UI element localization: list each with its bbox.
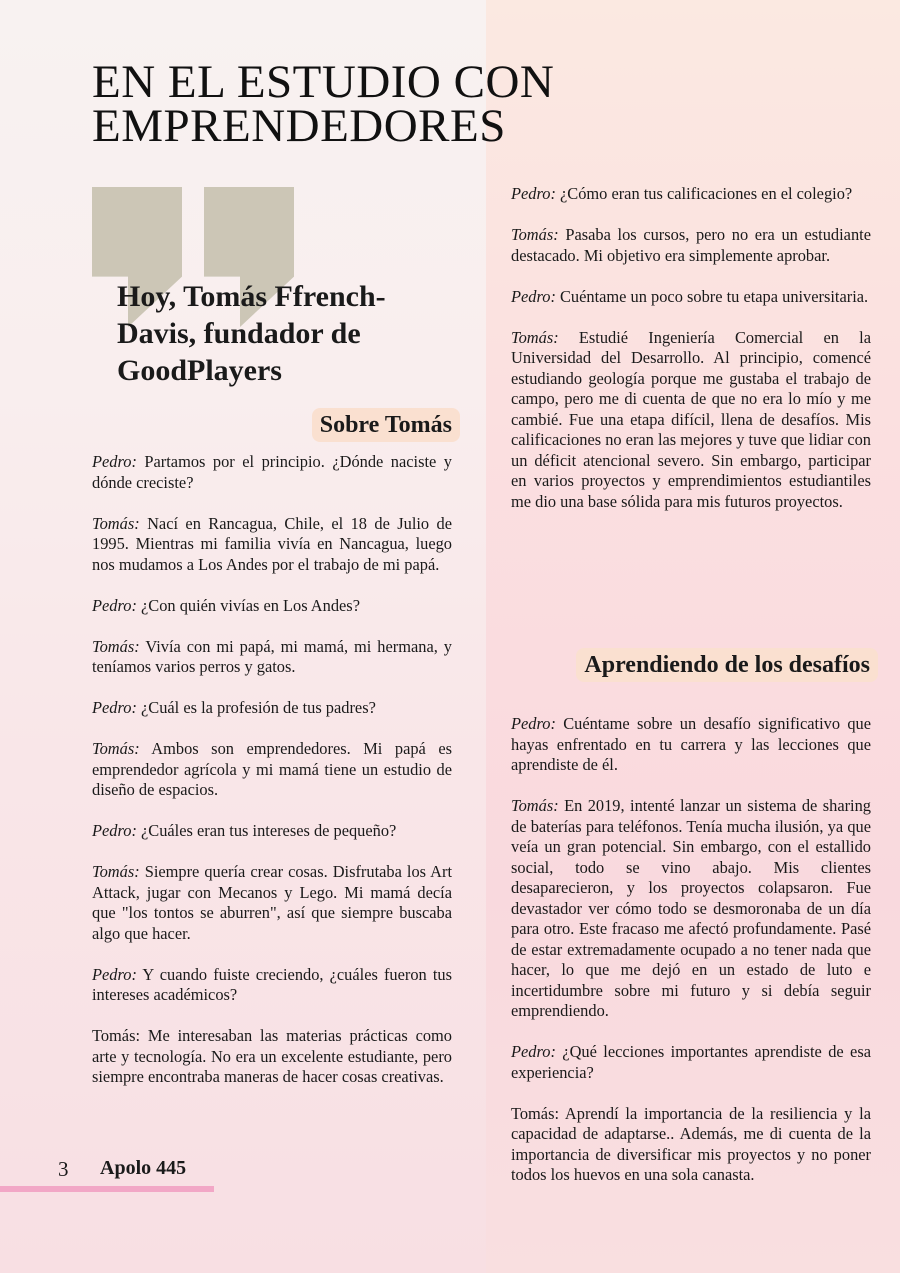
speaker-label: Pedro: — [511, 714, 556, 733]
speaker-label: Pedro: — [92, 964, 137, 984]
left-column-text — [92, 452, 452, 1108]
interview-paragraph — [511, 184, 871, 205]
speaker-label: Pedro: — [92, 821, 137, 840]
page-number: 3 — [58, 1157, 69, 1181]
interview-paragraph — [511, 225, 871, 266]
interview-paragraph — [511, 328, 871, 513]
paragraph-text: ¿Cuál es la profesión de tus padres? — [136, 698, 376, 717]
paragraph-text: Tomás: Me interesaban las materias prácticas como arte y tecnología. No era un excelente estudiante, pero siempre encontraba maneras de hacer cosas creativas. — [92, 1026, 452, 1086]
interview-paragraph — [92, 596, 452, 617]
speaker-label: Pedro: — [511, 1042, 556, 1061]
speaker-label: Pedro: — [92, 452, 137, 471]
paragraph-text: En 2019, intenté lanzar un sistema de sharing de baterías para teléfonos. Tenía mucha ilusión, ya que veía un gran potencial. Sin embargo, con el estallido social, todo se vino abajo. Mis clientes desaparecieron, y los proyectos colapsaron. Fue devastador ver cómo todo se desmoronaba de un día para otro. Este fracaso me afectó profundamente. Pasé de estar extremadamente ocupado a no tener nada que hacer, lo que me dejó en un estado de luto e incertidumbre sobre mi futuro y si debía seguir emprendiendo. — [511, 796, 871, 1020]
section-heading-desafios: Aprendiendo de los desafíos — [576, 648, 878, 682]
paragraph-text: ¿Con quién vivías en Los Andes? — [136, 595, 360, 615]
interview-paragraph — [92, 1026, 452, 1088]
paragraph-text: ¿Qué lecciones importantes aprendiste de esa experiencia? — [511, 1042, 871, 1082]
interview-paragraph — [511, 714, 871, 776]
speaker-label: Pedro: — [511, 286, 556, 306]
magazine-name: Apolo 445 — [100, 1157, 187, 1179]
page-title: EN EL ESTUDIO CON EMPRENDEDORES — [92, 56, 555, 152]
speaker-label: Pedro: — [511, 184, 556, 203]
paragraph-text: ¿Cómo eran tus calificaciones en el colegio? — [555, 184, 853, 203]
paragraph-text: Cuéntame un poco sobre tu etapa universitaria. — [555, 286, 869, 306]
paragraph-text: Tomás: Aprendí la importancia de la resiliencia y la capacidad de adaptarse.. Además, me di cuenta de la importancia de diversificar mis proyectos y no poner todos los huevos en una sola canasta. — [511, 1103, 871, 1184]
speaker-label: Tomás: — [92, 862, 140, 881]
paragraph-text: Partamos por el principio. ¿Dónde naciste y dónde creciste? — [92, 452, 452, 492]
interview-paragraph — [92, 821, 452, 842]
interview-paragraph — [511, 796, 871, 1022]
speaker-label: Tomás: — [92, 513, 140, 533]
paragraph-text: Y cuando fuiste creciendo, ¿cuáles fueron tus intereses académicos? — [92, 964, 452, 1004]
interview-paragraph — [92, 965, 452, 1006]
speaker-label: Tomás: — [511, 327, 559, 347]
section-heading-sobre: Sobre Tomás — [312, 408, 460, 442]
interview-paragraph — [511, 1042, 871, 1083]
paragraph-text: Cuéntame sobre un desafío significativo que hayas enfrentado en tu carrera y las lecciones que aprendiste de él. — [511, 714, 871, 774]
paragraph-text: Ambos son emprendedores. Mi papá es emprendedor agrícola y mi mamá tiene un estudio de diseño de espacios. — [92, 739, 452, 799]
paragraph-text: Vivía con mi papá, mi mamá, mi hermana, y teníamos varios perros y gatos. — [92, 636, 452, 676]
speaker-label: Tomás: — [511, 225, 559, 244]
paragraph-text: Estudié Ingeniería Comercial en la Universidad del Desarrollo. Al principio, comencé estudiando geología porque me gustaba el trabajo de campo, pero me di cuenta de que no era lo mío y me cambié. Fue una etapa difícil, llena de desafíos. Mis calificaciones no eran las mejores y tuve que lidiar con un déficit atencional severo. Sin embargo, participar en varios proyectos y emprendimientos estudiantiles me dio una base sólida para mis futuros proyectos. — [511, 327, 871, 511]
interview-paragraph — [92, 514, 452, 576]
interview-paragraph — [92, 862, 452, 944]
footer-accent-bar — [0, 1186, 214, 1192]
speaker-label: Tomás: — [92, 739, 140, 758]
right-column-bottom-text — [511, 714, 871, 1206]
interview-paragraph — [92, 739, 452, 801]
speaker-label: Tomás: — [511, 796, 559, 815]
interview-paragraph — [92, 452, 452, 493]
interview-subtitle: Hoy, Tomás Ffrench-Davis, fundador de GoodPlayers — [117, 280, 386, 387]
paragraph-text: Pasaba los cursos, pero no era un estudiante destacado. Mi objetivo era simplemente aprobar. — [511, 225, 871, 265]
speaker-label: Pedro: — [92, 698, 137, 717]
interview-paragraph — [92, 637, 452, 678]
speaker-label: Tomás: — [92, 636, 140, 656]
interview-paragraph — [511, 287, 871, 308]
speaker-label: Pedro: — [92, 595, 137, 615]
right-column-top-text — [511, 184, 871, 533]
interview-paragraph — [92, 698, 452, 719]
paragraph-text: Siempre quería crear cosas. Disfrutaba los Art Attack, jugar con Mecanos y Lego. Mi mamá decía que "los tontos se aburren", así que siempre buscaba algo que hacer. — [92, 862, 452, 943]
interview-paragraph — [511, 1104, 871, 1186]
paragraph-text: ¿Cuáles eran tus intereses de pequeño? — [136, 821, 397, 840]
paragraph-text: Nací en Rancagua, Chile, el 18 de Julio de 1995. Mientras mi familia vivía en Nancagua, luego nos mudamos a Los Andes por el trabajo de mi papá. — [92, 513, 452, 574]
